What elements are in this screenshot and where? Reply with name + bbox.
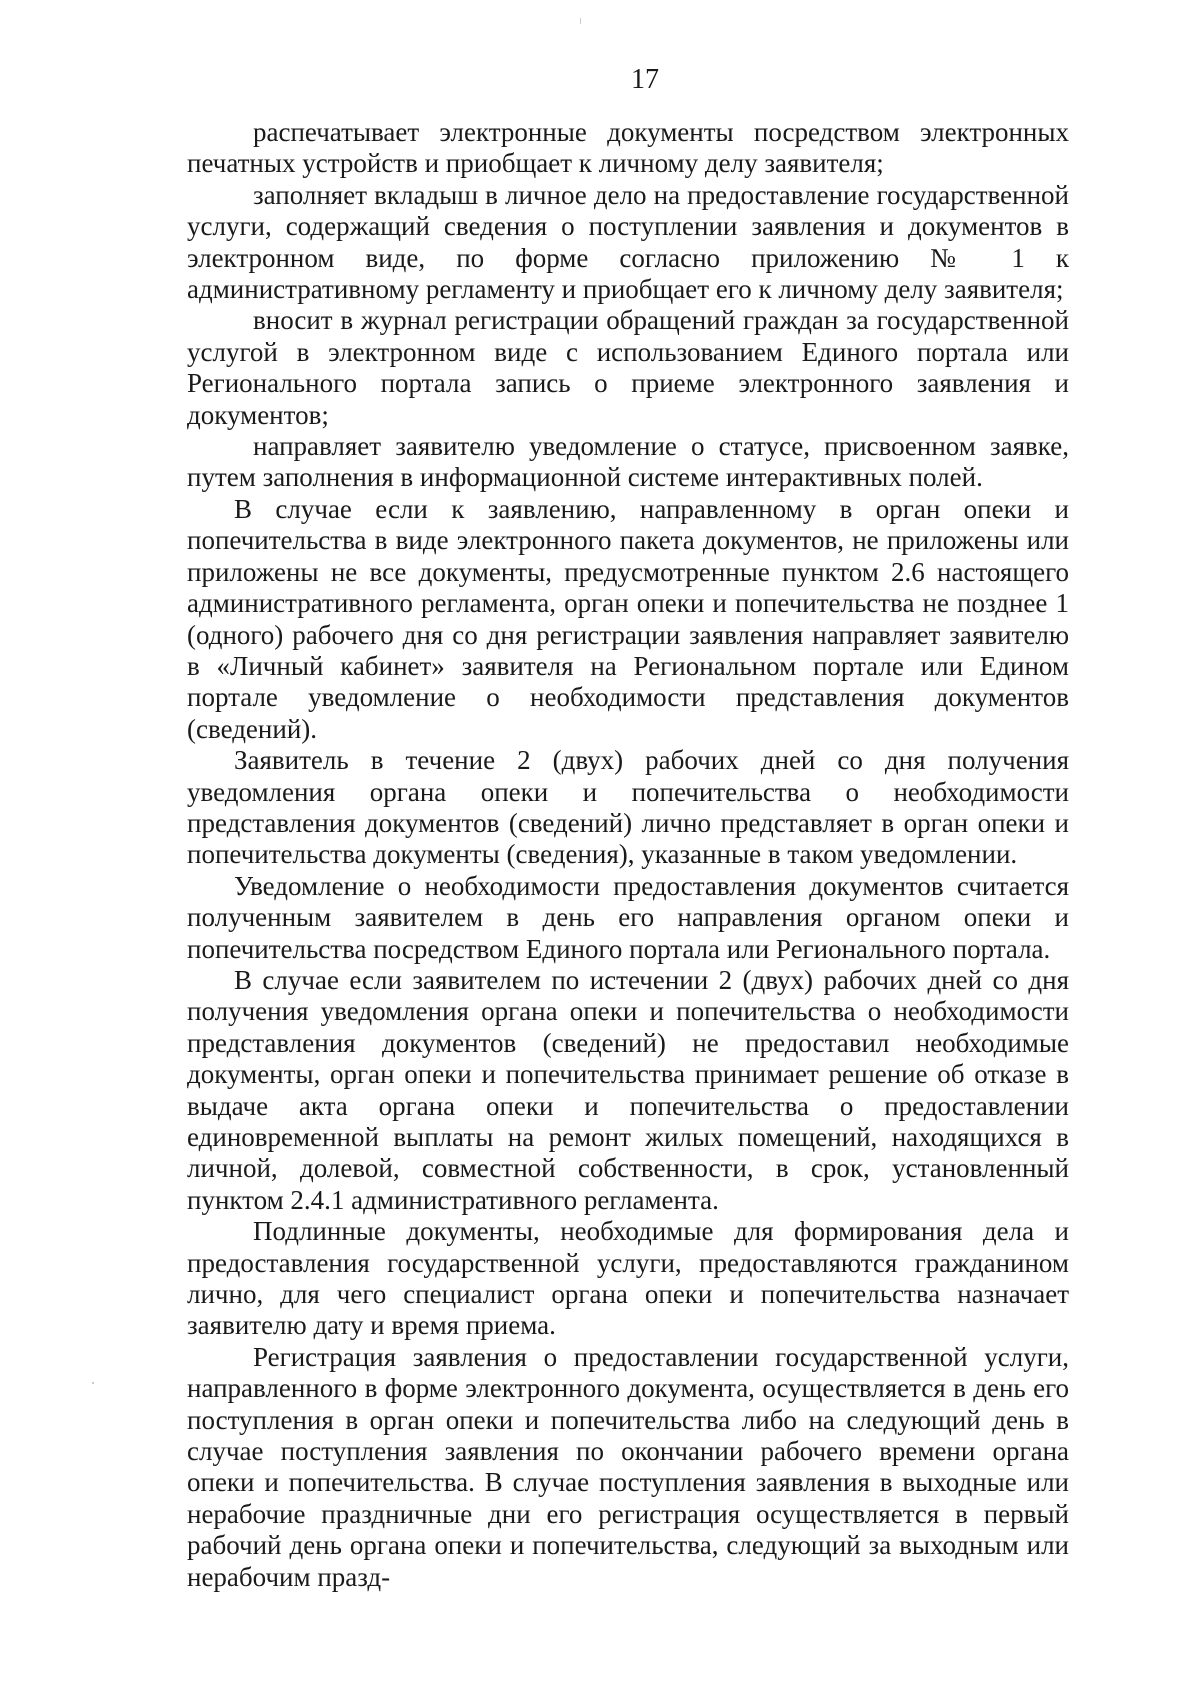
paragraph: Подлинные документы, необходимые для формирования дела и предоставления государственной услуги, предоставляются гражданином лично, для чего специалист органа опеки и попечительства назначает заявителю дату и время приема. — [187, 1216, 1069, 1341]
scan-speck — [580, 18, 581, 24]
paragraph: направляет заявителю уведомление о статусе, присвоенном заявке, путем заполнения в информационной системе интерактивных полей. — [187, 431, 1069, 493]
paragraph: Регистрация заявления о предоставлении государственной услуги, направленного в форме электронного документа, осуществляется в день его поступления в орган опеки и попечительства либо на следующий день в случае поступления заявления по окончании рабочего времени органа опеки и попечительства. В случае поступления заявления в выходные или нерабочие праздничные дни его регистрация осуществляется в первый рабочий день органа опеки и попечительства, следующий за выходным или нерабочим празд- — [187, 1341, 1069, 1592]
paragraph: вносит в журнал регистрации обращений граждан за государственной услугой в электронном виде с использованием Единого портала или Регионального портала запись о приеме электронного заявления и документов; — [187, 305, 1069, 430]
page-number: 17 — [631, 64, 659, 95]
paragraph: Уведомление о необходимости предоставления документов считается полученным заявителем в день его направления органом опеки и попечительства посредством Единого портала или Регионального портала. — [187, 870, 1069, 964]
paragraph: заполняет вкладыш в личное дело на предоставление государственной услуги, содержащий сведения о поступлении заявления и документов в электронном виде, по форме согласно приложению № 1 к административному регламенту и приобщает его к личному делу заявителя; — [187, 179, 1069, 305]
paragraph: распечатывает электронные документы посредством электронных печатных устройств и приобщает к личному делу заявителя; — [187, 117, 1069, 179]
paragraph: Заявитель в течение 2 (двух) рабочих дней со дня получения уведомления органа опеки и попечительства о необходимости представления документов (сведений) лично представляет в орган опеки и попечительства документы (сведения), указанные в таком уведомлении. — [187, 745, 1069, 870]
document-body — [187, 117, 1069, 1593]
paragraph: В случае если заявителем по истечении 2 (двух) рабочих дней со дня получения уведомления органа опеки и попечительства о необходимости представления документов (сведений) не предоставил необходимые документы, орган опеки и попечительства принимает решение об отказе в выдаче акта органа опеки и попечительства о предоставлении единовременной выплаты на ремонт жилых помещений, находящихся в личной, долевой, совместной собственности, в срок, установленный пунктом 2.4.1 административного регламента. — [187, 964, 1069, 1215]
scan-speck — [92, 1382, 94, 1384]
paragraph: В случае если к заявлению, направленному в орган опеки и попечительства в виде электронного пакета документов, не приложены или приложены не все документы, предусмотренные пунктом 2.6 настоящего административного регламента, орган опеки и попечительства не позднее 1 (одного) рабочего дня со дня регистрации заявления направляет заявителю в «Личный кабинет» заявителя на Региональном портале или Едином портале уведомление о необходимости представления документов (сведений). — [187, 493, 1069, 744]
